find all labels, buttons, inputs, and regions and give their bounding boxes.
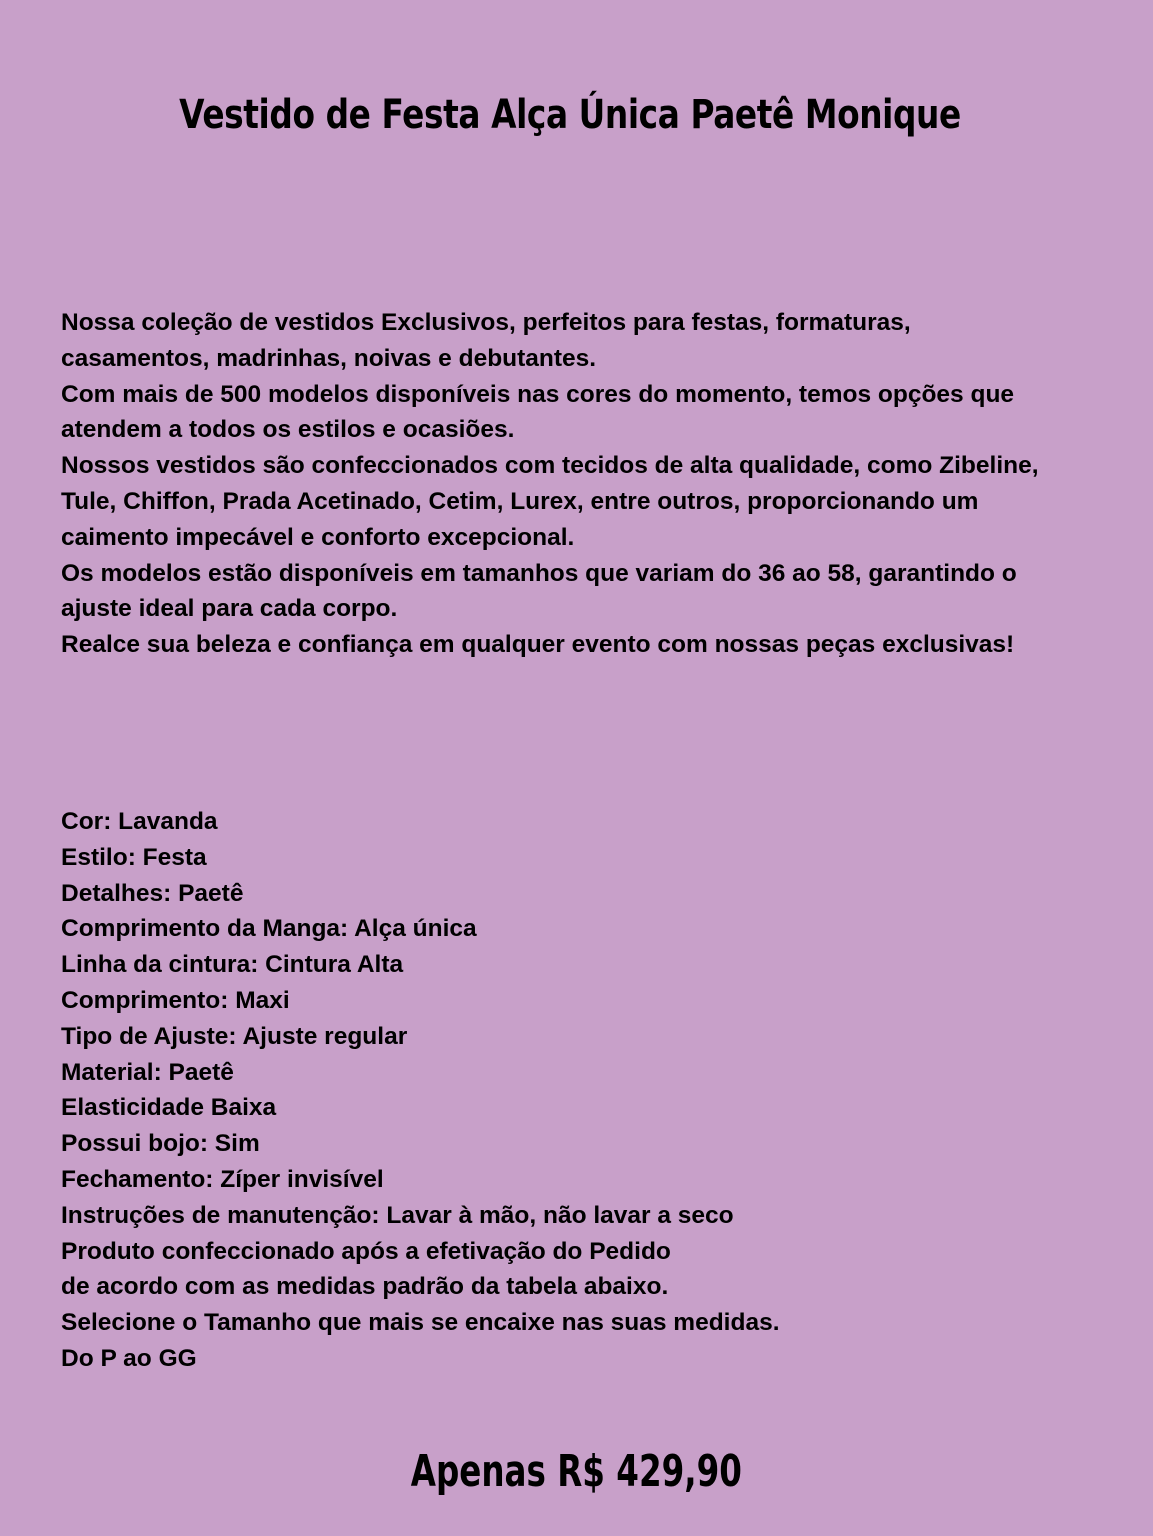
spec-details: Detalhes: Paetê bbox=[61, 879, 244, 907]
spec-sleeve-length: Comprimento da Manga: Alça única bbox=[61, 915, 477, 943]
description-paragraph: Realce sua beleza e confiança em qualquer evento com nossas peças exclusivas! bbox=[61, 631, 1015, 659]
spec-size-instruction: Selecione o Tamanho que mais se encaixe nas suas medidas. bbox=[61, 1309, 780, 1337]
spec-production-note-2: de acordo com as medidas padrão da tabela abaixo. bbox=[61, 1273, 669, 1301]
spec-closure: Fechamento: Zíper invisível bbox=[61, 1165, 384, 1193]
spec-production-note: Produto confeccionado após a efetivação do Pedido bbox=[61, 1237, 671, 1265]
description-paragraph: Nossa coleção de vestidos Exclusivos, perfeitos para festas, formaturas, casamentos, madrinhas, noivas e debutantes. bbox=[61, 309, 911, 372]
spec-fit-type: Tipo de Ajuste: Ajuste regular bbox=[61, 1022, 408, 1050]
description-paragraph: Com mais de 500 modelos disponíveis nas cores do momento, temos opções que atendem a todos os estilos e ocasiões. bbox=[61, 380, 1015, 444]
price-label: Apenas R$ 429,90 bbox=[410, 1446, 742, 1497]
spec-care-instructions: Instruções de manutenção: Lavar à mão, não lavar a seco bbox=[61, 1201, 734, 1229]
spec-color: Cor: Lavanda bbox=[61, 808, 218, 835]
specs-list bbox=[61, 804, 961, 1377]
spec-material: Material: Paetê bbox=[61, 1058, 234, 1086]
description-paragraph: Os modelos estão disponíveis em tamanhos que variam do 36 ao 58, garantindo o ajuste ideal para cada corpo. bbox=[61, 559, 1017, 623]
description-section bbox=[61, 305, 1061, 663]
spec-padding: Possui bojo: Sim bbox=[61, 1130, 260, 1158]
page-title: Vestido de Festa Alça Única Paetê Monique bbox=[179, 92, 961, 138]
spec-length: Comprimento: Maxi bbox=[61, 986, 290, 1014]
description-paragraph: Nossos vestidos são confeccionados com tecidos de alta qualidade, como Zibeline, Tule, Chiffon, Prada Acetinado, Cetim, Lurex, entre outros, proporcionando um caimento impecável e conforto excepcional. bbox=[61, 452, 1039, 551]
spec-style: Estilo: Festa bbox=[61, 843, 207, 871]
spec-size-range: Do P ao GG bbox=[61, 1344, 197, 1372]
spec-waistline: Linha da cintura: Cintura Alta bbox=[61, 951, 404, 979]
spec-elasticity: Elasticidade Baixa bbox=[61, 1094, 277, 1122]
